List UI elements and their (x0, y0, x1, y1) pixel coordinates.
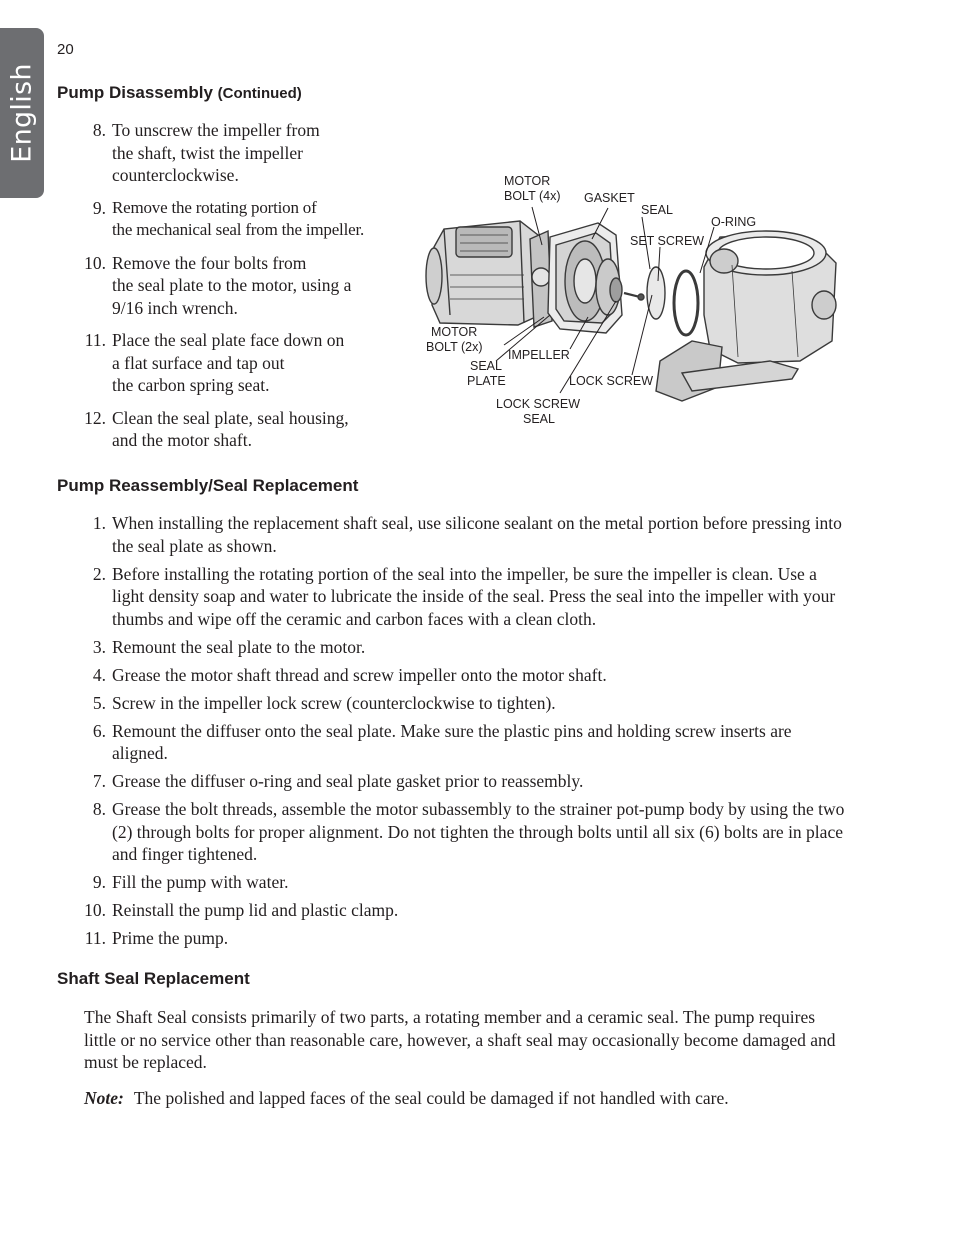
step-number: 8. (92, 120, 106, 140)
step-text: Place the seal plate face down on a flat surface and tap out the carbon spring seat. (112, 330, 345, 395)
note-text: The polished and lapped faces of the seal could be damaged if not handled with care. (133, 1088, 729, 1108)
section-heading-shaft-seal: Shaft Seal Replacement (57, 969, 250, 988)
label-seal-plate-line2: PLATE (467, 374, 506, 388)
step-text: Screw in the impeller lock screw (counterclockwise to tighten). (112, 692, 556, 713)
section-heading-reassembly: Pump Reassembly/Seal Replacement (57, 476, 359, 495)
list-item (84, 407, 394, 452)
step-text: Prime the pump. (112, 928, 229, 948)
step-number: 1. (92, 513, 106, 533)
list-item (84, 927, 849, 950)
label-impeller: IMPELLER (508, 348, 570, 362)
label-o-ring: O-RING (711, 215, 757, 229)
label-set-screw: SET SCREW (630, 234, 705, 248)
label-gasket: GASKET (584, 191, 635, 205)
label-lock-screw-seal-line1: LOCK SCREW (496, 397, 581, 411)
step-text: Grease the diffuser o-ring and seal plate gasket prior to reassembly. (112, 771, 584, 791)
step-number: 9. (92, 197, 106, 218)
step-text: Fill the pump with water. (112, 872, 289, 892)
note-label: Note: (84, 1088, 124, 1108)
label-motor-bolt-2x-line2: BOLT (2x) (426, 340, 483, 354)
label-motor-bolt-2x-line1: MOTOR (431, 325, 478, 339)
disassembly-steps (84, 119, 394, 462)
step-text: Remount the seal plate to the motor. (112, 636, 366, 657)
step-number: 7. (92, 771, 106, 791)
step-number: 4. (92, 664, 106, 685)
list-item (84, 563, 849, 631)
list-item (84, 798, 849, 866)
language-tab (0, 28, 44, 198)
heading-subtitle: (Continued) (217, 85, 302, 102)
list-item (84, 664, 849, 687)
step-text: To unscrew the impeller from the shaft, twist the impeller counterclockwise. (112, 120, 320, 185)
label-lock-screw: LOCK SCREW (569, 374, 654, 388)
page-number: 20 (57, 41, 74, 58)
label-motor-bolt-4x-line2: BOLT (4x) (504, 189, 561, 203)
step-number: 11. (84, 330, 106, 350)
step-text: Grease the motor shaft thread and screw impeller onto the motor shaft. (112, 664, 607, 685)
section-heading-disassembly (57, 83, 302, 103)
step-number: 6. (92, 720, 106, 741)
list-item (84, 770, 849, 793)
step-text: Remove the four bolts from the seal plate to the motor, using a 9/16 inch wrench. (112, 252, 352, 318)
step-number: 12. (84, 407, 106, 428)
label-seal: SEAL (641, 203, 673, 217)
label-seal-plate-line1: SEAL (470, 359, 502, 373)
reassembly-steps (84, 512, 849, 955)
step-text: When installing the replacement shaft seal, use silicone sealant on the metal portion before pressing into the seal plate as shown. (112, 513, 842, 556)
step-number: 2. (92, 563, 106, 584)
list-item (84, 720, 849, 765)
list-item (84, 512, 849, 557)
note-paragraph (84, 1087, 844, 1110)
list-item (84, 692, 849, 715)
list-item (84, 636, 849, 659)
pump-exploded-diagram (420, 165, 860, 435)
label-motor-bolt-4x-line1: MOTOR (504, 174, 551, 188)
heading-title: Pump Disassembly (57, 83, 213, 102)
step-number: 5. (92, 692, 106, 713)
step-number: 3. (92, 636, 106, 657)
list-item (84, 329, 394, 397)
step-number: 8. (92, 799, 106, 819)
list-item (84, 197, 394, 242)
step-text: Remove the rotating portion of the mechanical seal from the impeller. (112, 197, 365, 239)
step-text: Remount the diffuser onto the seal plate. Make sure the plastic pins and holding screw inserts are aligned. (112, 720, 792, 763)
step-number: 9. (92, 872, 106, 892)
step-number: 11. (84, 928, 106, 948)
list-item (84, 899, 849, 922)
step-text: Reinstall the pump lid and plastic clamp. (112, 900, 399, 920)
label-lock-screw-seal-line2: SEAL (523, 412, 555, 426)
shaft-seal-paragraph: The Shaft Seal consists primarily of two parts, a rotating member and a ceramic seal. The pump requires little or no service other than reasonable care, however, a shaft seal may occasionally become damaged and must be replaced. (84, 1007, 836, 1072)
list-item (84, 871, 849, 894)
step-text: Before installing the rotating portion of the seal into the impeller, be sure the impeller is clean. Use a light density soap and water to lubricate the inside of the seal. Press the seal into the impeller with your thumbs and wipe off the ceramic and carbon faces with a clean cloth. (112, 563, 836, 629)
list-item (84, 119, 394, 187)
language-tab-label: English (6, 63, 38, 163)
step-text: Clean the seal plate, seal housing, and the motor shaft. (112, 407, 349, 450)
list-item (84, 252, 394, 320)
step-number: 10. (84, 900, 106, 920)
step-number: 10. (84, 252, 106, 273)
step-text: Grease the bolt threads, assemble the motor subassembly to the strainer pot-pump body by using the two (2) through bolts for proper alignment. Do not tighten the through bolts until all six (6) bolts are in place and finger tightened. (112, 799, 845, 864)
